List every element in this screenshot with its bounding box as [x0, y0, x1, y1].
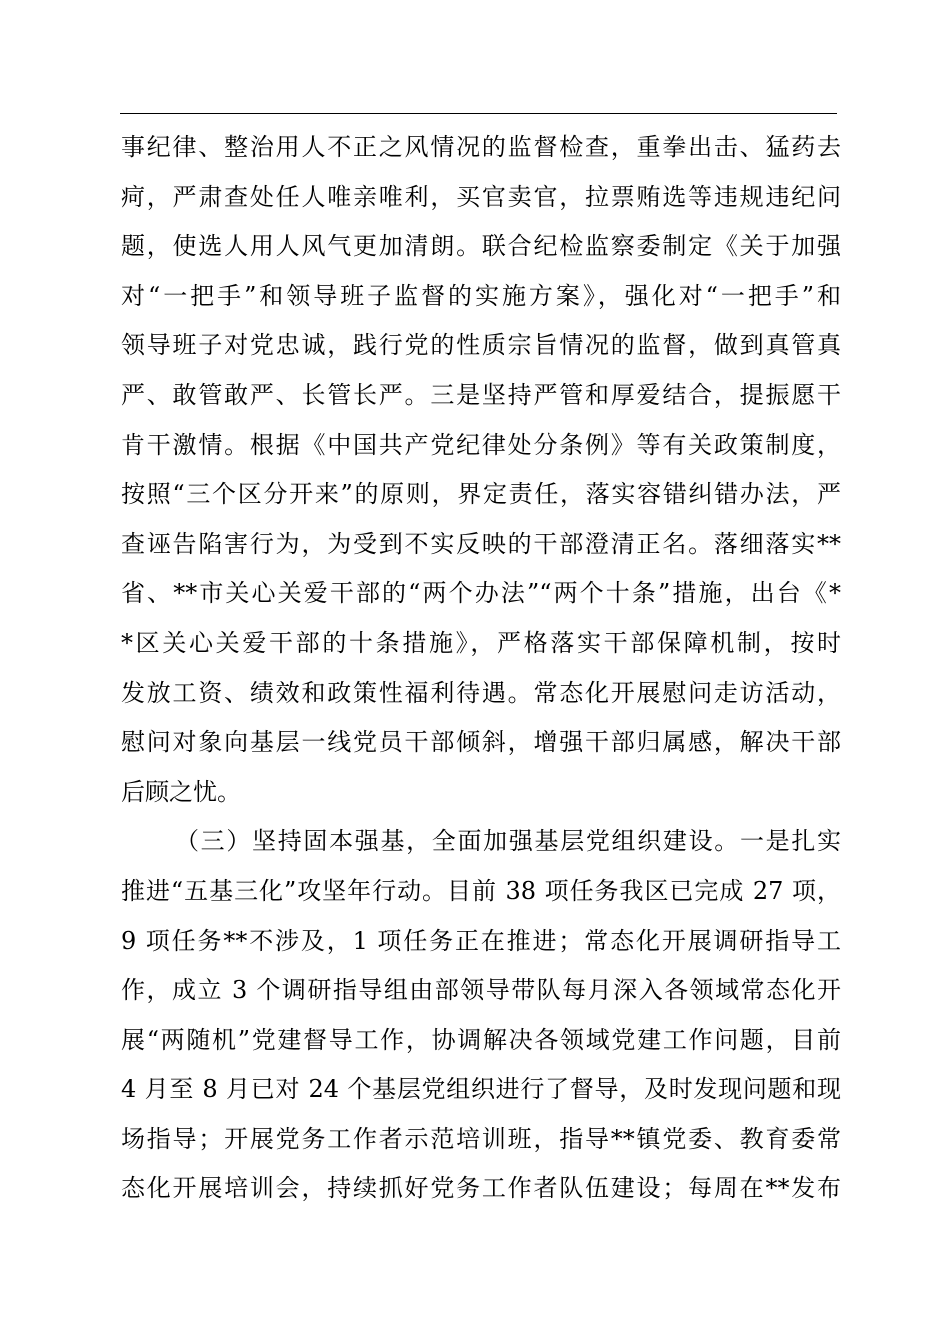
text-line: 4 月至 8 月已对 24 个基层党组织进行了督导，及时发现问题和现	[121, 1075, 841, 1104]
text-line: 查诬告陷害行为，为受到不实反映的干部澄清正名。落细落实**	[121, 529, 841, 558]
text-line: 领导班子对党忠诚，践行党的性质宗旨情况的监督，做到真管真	[121, 331, 841, 360]
text-line: 慰问对象向基层一线党员干部倾斜，增强干部归属感，解决干部	[121, 728, 841, 757]
text-line: 题，使选人用人风气更加清朗。联合纪检监察委制定《关于加强	[121, 232, 841, 261]
text-line: 疴，严肃查处任人唯亲唯利，买官卖官，拉票贿选等违规违纪问	[121, 182, 841, 211]
text-line: *区关心关爱干部的十条措施》，严格落实干部保障机制，按时	[121, 628, 841, 657]
body-text	[121, 123, 841, 1214]
text-line: 推进“五基三化”攻坚年行动。目前 38 项任务我区已完成 27 项，	[121, 876, 841, 905]
text-line: 发放工资、绩效和政策性福利待遇。常态化开展慰问走访活动，	[121, 678, 841, 707]
text-line: 作，成立 3 个调研指导组由部领导带队每月深入各领域常态化开	[121, 976, 841, 1005]
text-line: 态化开展培训会，持续抓好党务工作者队伍建设；每周在**发布	[121, 1174, 841, 1203]
text-line: 按照“三个区分开来”的原则，界定责任，落实容错纠错办法，严	[121, 480, 841, 509]
text-line: 展“两随机”党建督导工作，协调解决各领域党建工作问题，目前	[121, 1025, 841, 1054]
header-rule	[120, 113, 837, 114]
section-heading-line: （三）坚持固本强基，全面加强基层党组织建设。一是扎实	[175, 827, 841, 856]
text-line: 肯干激情。根据《中国共产党纪律处分条例》等有关政策制度，	[121, 430, 841, 459]
text-line: 场指导；开展党务工作者示范培训班，指导**镇党委、教育委常	[121, 1124, 841, 1153]
text-line: 事纪律、整治用人不正之风情况的监督检查，重拳出击、猛药去	[121, 133, 841, 161]
paragraph-end-line: 后顾之忧。	[121, 777, 241, 806]
text-line: 严、敢管敢严、长管长严。三是坚持严管和厚爱结合，提振愿干	[121, 380, 841, 409]
text-line: 对“一把手”和领导班子监督的实施方案》，强化对“一把手”和	[121, 281, 841, 310]
text-line: 省、**市关心关爱干部的“两个办法”“两个十条”措施，出台《*	[121, 579, 841, 608]
text-line: 9 项任务**不涉及，1 项任务正在推进；常态化开展调研指导工	[121, 926, 841, 955]
